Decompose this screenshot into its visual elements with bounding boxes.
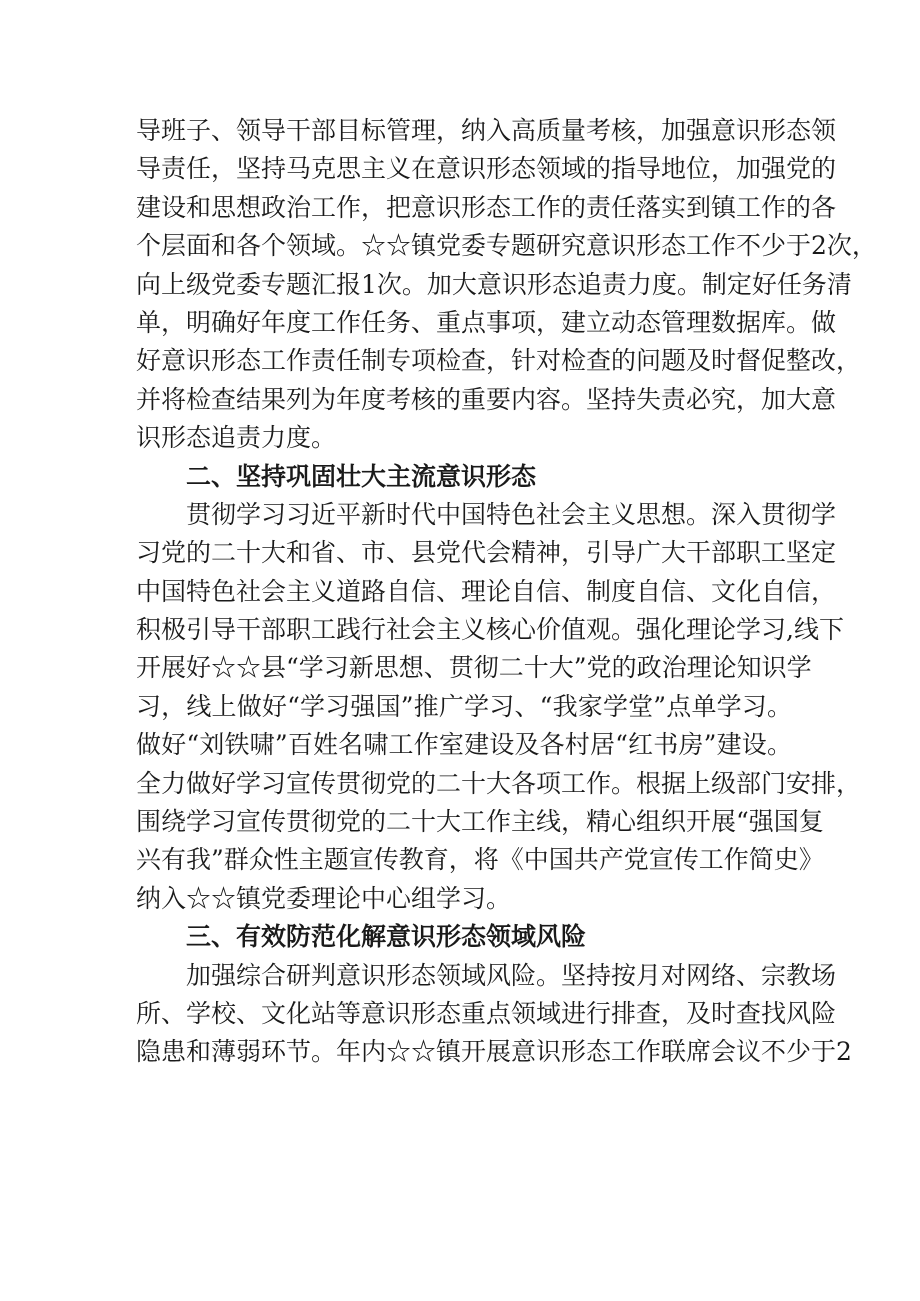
text-line: 纳入☆☆镇党委理论中心组学习。 bbox=[136, 883, 512, 913]
text-line: 兴有我”群众性主题宣传教育，将《中国共产党宣传工作简史》 bbox=[136, 845, 824, 875]
document-body bbox=[136, 112, 877, 1072]
text-line: 并将检查结果列为年度考核的重要内容。坚持失责必究，加大意 bbox=[136, 384, 837, 414]
text-line: 导班子、领导干部目标管理，纳入高质量考核，加强意识形态领 bbox=[136, 116, 837, 145]
text-line: 开展好☆☆县“学习新思想、贯彻二十大”党的政治理论知识学 bbox=[136, 653, 812, 683]
text-line: 单，明确好年度工作任务、重点事项，建立动态管理数据库。做 bbox=[136, 307, 837, 337]
text-line: 习，线上做好“学习强国”推广学习、“我家学堂”点单学习。 bbox=[136, 691, 792, 721]
text-line: 习党的二十大和省、市、县党代会精神，引导广大干部职工坚定 bbox=[136, 538, 837, 568]
text-line: 围绕学习宣传贯彻党的二十大工作主线，精心组织开展“强国复 bbox=[136, 807, 824, 837]
section-heading-3: 三、有效防范化解意识形态领域风险 bbox=[186, 922, 587, 952]
text-line: 导责任，坚持马克思主义在意识形态领域的指导地位，加强党的 bbox=[136, 154, 837, 184]
text-line: 积极引导干部职工践行社会主义核心价值观。强化理论学习,线下 bbox=[136, 615, 844, 645]
text-line: 向上级党委专题汇报1次。加大意识形态追责力度。制定好任务清 bbox=[136, 269, 852, 299]
text-line: 全力做好学习宣传贯彻党的二十大各项工作。根据上级部门安排， bbox=[136, 768, 862, 798]
text-line: 隐患和薄弱环节。年内☆☆镇开展意识形态工作联席会议不少于2 bbox=[136, 1037, 852, 1067]
text-line: 识形态追责力度。 bbox=[136, 423, 337, 453]
paragraph-1 bbox=[136, 112, 877, 458]
text-line: 所、学校、文化站等意识形态重点领域进行排查，及时查找风险 bbox=[136, 998, 837, 1028]
text-line: 好意识形态工作责任制专项检查，针对检查的问题及时督促整改， bbox=[136, 346, 862, 376]
text-line: 中国特色社会主义道路自信、理论自信、制度自信、文化自信， bbox=[136, 576, 837, 606]
paragraph-3 bbox=[136, 957, 852, 1072]
text-line: 建设和思想政治工作，把意识形态工作的责任落实到镇工作的各 bbox=[136, 192, 837, 222]
text-line: 贯彻学习习近平新时代中国特色社会主义思想。深入贯彻学 bbox=[186, 499, 837, 529]
text-line: 个层面和各个领域。☆☆镇党委专题研究意识形态工作不少于2次， bbox=[136, 231, 877, 261]
paragraph-2 bbox=[136, 496, 862, 918]
text-line: 做好“刘铁啸”百姓名啸工作室建设及各村居“红书房”建设。 bbox=[136, 730, 792, 760]
section-heading-2: 二、坚持巩固壮大主流意识形态 bbox=[186, 461, 537, 491]
text-line: 加强综合研判意识形态领域风险。坚持按月对网络、宗教场 bbox=[186, 960, 837, 990]
